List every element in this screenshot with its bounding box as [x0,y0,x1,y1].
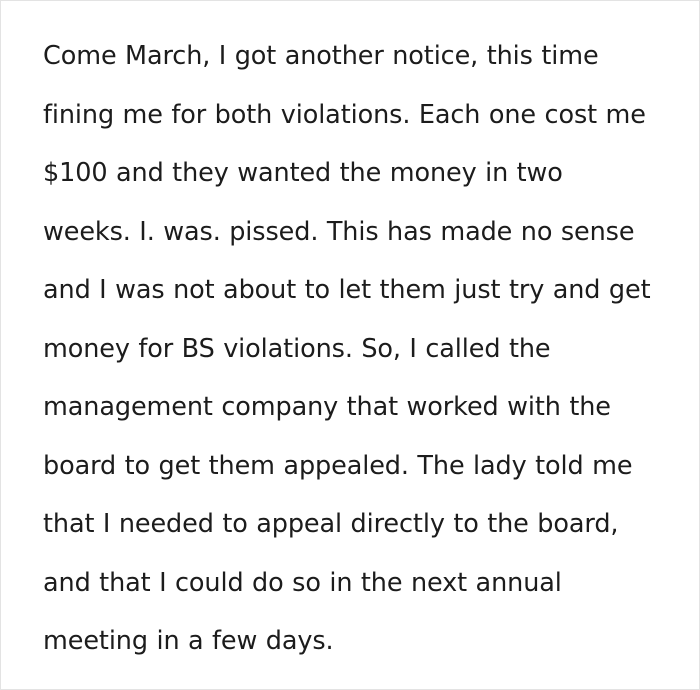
story-paragraph: Come March, I got another notice, this time fining me for both violations. Each one cost me $100 and they wanted the money in two weeks. I. was. pissed. This has made no sense and I was not about to let them just try and get money for BS violations. So, I called the management company that worked with the board to get them appealed. The lady told me that I needed to appeal directly to the board, and that I could do so in the next annual meeting in a few days. [43,41,651,656]
